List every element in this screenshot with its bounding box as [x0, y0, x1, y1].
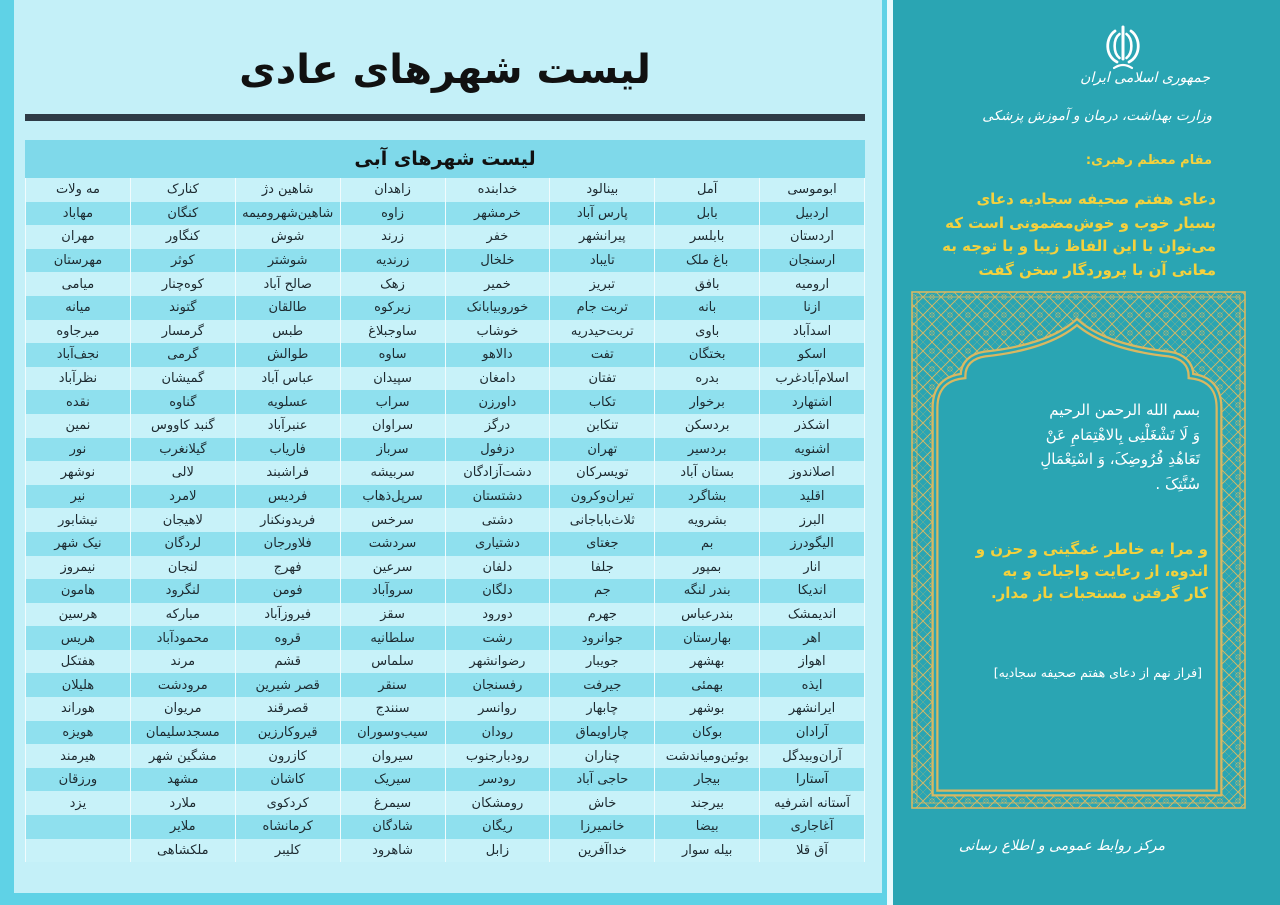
city-cell: خفر	[445, 225, 550, 249]
city-cell: زاوه	[340, 202, 445, 226]
city-cell: جلفا	[550, 556, 655, 580]
table-caption: لیست شهرهای آبی	[25, 140, 865, 178]
city-cell: سنقر	[340, 673, 445, 697]
table-row	[26, 438, 865, 462]
city-cell: زهک	[340, 272, 445, 296]
table-row	[26, 815, 865, 839]
city-cell: بوئین‌ومیاندشت	[655, 744, 760, 768]
city-cell: نیر	[26, 485, 131, 509]
city-cell: تویسرکان	[550, 461, 655, 485]
city-cell: جویبار	[550, 650, 655, 674]
city-cell: سرعین	[340, 556, 445, 580]
city-cell: هویزه	[26, 721, 131, 745]
table-row	[26, 367, 865, 391]
city-cell: سنندج	[340, 697, 445, 721]
city-cell: سیب‌وسوران	[340, 721, 445, 745]
city-cell: فریدونکنار	[235, 508, 340, 532]
city-cell: تنکابن	[550, 414, 655, 438]
city-cell: فیروزآباد	[235, 603, 340, 627]
city-cell: طالقان	[235, 296, 340, 320]
city-cell: لنگرود	[130, 579, 235, 603]
city-cell: لردگان	[130, 532, 235, 556]
city-cell: آق قلا	[760, 839, 865, 863]
city-cell: کازرون	[235, 744, 340, 768]
city-cell: کنگان	[130, 202, 235, 226]
city-cell: خانمیرزا	[550, 815, 655, 839]
table-row	[26, 744, 865, 768]
city-cell: رودسر	[445, 768, 550, 792]
table-row	[26, 178, 865, 202]
city-cell: مبارکه	[130, 603, 235, 627]
city-cell: عباس آباد	[235, 367, 340, 391]
city-cell: گنبد کاووس	[130, 414, 235, 438]
city-cell: قصرقند	[235, 697, 340, 721]
city-cell: بختگان	[655, 343, 760, 367]
ministry-name: وزارت بهداشت، درمان و آموزش پزشکی	[982, 108, 1212, 124]
empty-cell	[26, 815, 131, 839]
city-cell: رضوانشهر	[445, 650, 550, 674]
city-cell: اشنویه	[760, 438, 865, 462]
city-cell: نور	[26, 438, 131, 462]
city-cell: بردسکن	[655, 414, 760, 438]
city-cell: کردکوی	[235, 791, 340, 815]
city-cell: بم	[655, 532, 760, 556]
city-cell: آمل	[655, 178, 760, 202]
leader-quote	[926, 188, 1216, 282]
city-cell: مسجدسلیمان	[130, 721, 235, 745]
city-cell: نوشهر	[26, 461, 131, 485]
city-cell: بیجار	[655, 768, 760, 792]
city-cell: اندیکا	[760, 579, 865, 603]
city-cell: قشم	[235, 650, 340, 674]
city-cell: اشتهارد	[760, 390, 865, 414]
country-name: جمهوری اسلامی ایران	[1080, 70, 1210, 86]
city-cell: لنجان	[130, 556, 235, 580]
city-cell: سراب	[340, 390, 445, 414]
city-cell: باغ ملک	[655, 249, 760, 273]
city-cell: ساوجبلاغ	[340, 320, 445, 344]
city-cell: تبریز	[550, 272, 655, 296]
city-cell: آستارا	[760, 768, 865, 792]
city-cell: قصر شیرین	[235, 673, 340, 697]
city-cell: دالاهو	[445, 343, 550, 367]
city-cell: تهران	[550, 438, 655, 462]
city-cell: مه ولات	[26, 178, 131, 202]
city-cell: بوشهر	[655, 697, 760, 721]
city-cell: کاشان	[235, 768, 340, 792]
city-cell: عنبرآباد	[235, 414, 340, 438]
city-cell: نظرآباد	[26, 367, 131, 391]
city-cell: هفتکل	[26, 650, 131, 674]
quote-line: دعای هفتم صحیفه سجادیه دعای	[976, 190, 1216, 208]
city-cell: سربیشه	[340, 461, 445, 485]
iran-emblem-icon	[1101, 24, 1145, 72]
city-cell: نیمروز	[26, 556, 131, 580]
city-cell: اصلاندوز	[760, 461, 865, 485]
city-cell: ازنا	[760, 296, 865, 320]
city-cell: خداآفرین	[550, 839, 655, 863]
city-cell: میانه	[26, 296, 131, 320]
table-row	[26, 697, 865, 721]
city-cell: سرپل‌ذهاب	[340, 485, 445, 509]
table-row	[26, 839, 865, 863]
city-cell: گرمی	[130, 343, 235, 367]
city-cell: سرباز	[340, 438, 445, 462]
city-cell: هریس	[26, 626, 131, 650]
city-cell: بینالود	[550, 178, 655, 202]
city-cell: دورود	[445, 603, 550, 627]
city-cell: کنگاور	[130, 225, 235, 249]
city-cell: میرجاوه	[26, 320, 131, 344]
city-cell: فردیس	[235, 485, 340, 509]
cities-table-body	[26, 178, 865, 862]
city-cell: جوانرود	[550, 626, 655, 650]
prayer-line: وَ لَا تَشْغَلْنِی بِالاهْتِمَامِ عَنْ	[1045, 425, 1200, 444]
city-cell: مهاباد	[26, 202, 131, 226]
city-cell: نقده	[26, 390, 131, 414]
city-cell: رفسنجان	[445, 673, 550, 697]
city-cell: مرند	[130, 650, 235, 674]
table-row	[26, 343, 865, 367]
city-cell: اسکو	[760, 343, 865, 367]
city-cell: قیروکارزین	[235, 721, 340, 745]
city-cell: ملایر	[130, 815, 235, 839]
table-row	[26, 603, 865, 627]
city-cell: هرسین	[26, 603, 131, 627]
city-cell: ریگان	[445, 815, 550, 839]
city-cell: نیشابور	[26, 508, 131, 532]
prayer-source: [فراز نهم از دعای هفتم صحیفه سجادیه]	[993, 665, 1202, 680]
city-cell: اردستان	[760, 225, 865, 249]
city-cell: بابل	[655, 202, 760, 226]
city-cell: مریوان	[130, 697, 235, 721]
table-row	[26, 721, 865, 745]
city-cell: دلفان	[445, 556, 550, 580]
table-row	[26, 249, 865, 273]
city-cell: بابلسر	[655, 225, 760, 249]
quote-attribution: مقام معظم رهبری:	[1085, 153, 1212, 168]
city-cell: مشهد	[130, 768, 235, 792]
city-cell: بهمئی	[655, 673, 760, 697]
city-cell: مهران	[26, 225, 131, 249]
city-cell: تربت‌حیدریه	[550, 320, 655, 344]
city-cell: آستانه اشرفیه	[760, 791, 865, 815]
city-cell: آغاجاری	[760, 815, 865, 839]
city-cell: ایرانشهر	[760, 697, 865, 721]
city-cell: ملکشاهی	[130, 839, 235, 863]
city-cell: بشاگرد	[655, 485, 760, 509]
table-row	[26, 461, 865, 485]
city-cell: شاهین‌شهرومیمه	[235, 202, 340, 226]
city-cell: گناوه	[130, 390, 235, 414]
city-cell: زابل	[445, 839, 550, 863]
city-cell: گمیشان	[130, 367, 235, 391]
city-cell: بیرجند	[655, 791, 760, 815]
city-cell: بیله سوار	[655, 839, 760, 863]
city-cell: سقز	[340, 603, 445, 627]
city-cell: طبس	[235, 320, 340, 344]
city-cell: رودان	[445, 721, 550, 745]
city-cell: تایباد	[550, 249, 655, 273]
city-cell: سرخس	[340, 508, 445, 532]
city-cell: خوروبیابانک	[445, 296, 550, 320]
table-row	[26, 414, 865, 438]
city-cell: سلطانیه	[340, 626, 445, 650]
translation-line: کار گرفتن مستحبات باز مدار.	[990, 584, 1208, 602]
city-cell: زیرکوه	[340, 296, 445, 320]
city-cell: نیک شهر	[26, 532, 131, 556]
table-row	[26, 791, 865, 815]
city-cell: تفت	[550, 343, 655, 367]
city-cell: کلیبر	[235, 839, 340, 863]
city-cell: رومشکان	[445, 791, 550, 815]
city-cell: ساوه	[340, 343, 445, 367]
city-cell: بانه	[655, 296, 760, 320]
city-cell: چناران	[550, 744, 655, 768]
table-row	[26, 390, 865, 414]
prayer-line: تَعَاهُدِ فُرُوضِکَ، وَ اسْتِعْمَالِ	[1040, 450, 1200, 468]
city-cell: جغتای	[550, 532, 655, 556]
city-cell: دامغان	[445, 367, 550, 391]
city-cell: برخوار	[655, 390, 760, 414]
quote-line: معانی آن با پروردگار سخن گفت	[978, 260, 1216, 279]
table-row	[26, 768, 865, 792]
city-cell: چابهار	[550, 697, 655, 721]
city-cell: بهشهر	[655, 650, 760, 674]
city-cell: چاراویماق	[550, 721, 655, 745]
table-row	[26, 626, 865, 650]
city-cell: فراشبند	[235, 461, 340, 485]
table-row	[26, 225, 865, 249]
city-cell: خوشاب	[445, 320, 550, 344]
city-cell: تیران‌وکرون	[550, 485, 655, 509]
city-cell: فلاورجان	[235, 532, 340, 556]
city-cell: یزد	[26, 791, 131, 815]
city-cell: سیروان	[340, 744, 445, 768]
city-cell: بوکان	[655, 721, 760, 745]
city-cell: بستان آباد	[655, 461, 760, 485]
city-cell: شوشتر	[235, 249, 340, 273]
city-cell: هوراند	[26, 697, 131, 721]
city-cell: ایذه	[760, 673, 865, 697]
city-cell: بافق	[655, 272, 760, 296]
city-cell: قروه	[235, 626, 340, 650]
city-cell: خرمشهر	[445, 202, 550, 226]
city-cell: مرودشت	[130, 673, 235, 697]
city-cell: سیریک	[340, 768, 445, 792]
table-row	[26, 579, 865, 603]
city-cell: اهواز	[760, 650, 865, 674]
table-row	[26, 485, 865, 509]
city-cell: هلیلان	[26, 673, 131, 697]
city-cell: بردسیر	[655, 438, 760, 462]
city-cell: دزفول	[445, 438, 550, 462]
prayer-line: سُنَّتِکَ .	[1155, 474, 1200, 493]
city-cell: کرمانشاه	[235, 815, 340, 839]
city-cell: میامی	[26, 272, 131, 296]
city-cell: فهرج	[235, 556, 340, 580]
city-cell: جیرفت	[550, 673, 655, 697]
city-cell: سردشت	[340, 532, 445, 556]
city-cell: شوش	[235, 225, 340, 249]
city-cell: مشگین شهر	[130, 744, 235, 768]
city-cell: هامون	[26, 579, 131, 603]
city-cell: عسلویه	[235, 390, 340, 414]
city-cell: هیرمند	[26, 744, 131, 768]
city-cell: حاجی آباد	[550, 768, 655, 792]
city-cell: گرمسار	[130, 320, 235, 344]
city-cell: تفتان	[550, 367, 655, 391]
city-cell: بشرویه	[655, 508, 760, 532]
city-cell: زرند	[340, 225, 445, 249]
city-cell: البرز	[760, 508, 865, 532]
city-cell: تربت جام	[550, 296, 655, 320]
city-cell: اهر	[760, 626, 865, 650]
city-cell: دلگان	[445, 579, 550, 603]
city-cell: داورزن	[445, 390, 550, 414]
city-cell: نمین	[26, 414, 131, 438]
table-row	[26, 320, 865, 344]
cities-table-container	[25, 140, 865, 868]
table-row	[26, 532, 865, 556]
city-cell: فاریاب	[235, 438, 340, 462]
city-cell: زرندیه	[340, 249, 445, 273]
empty-cell	[26, 839, 131, 863]
city-cell: لامرد	[130, 485, 235, 509]
city-cell: اشکذر	[760, 414, 865, 438]
city-cell: دشتی	[445, 508, 550, 532]
city-cell: مهرستان	[26, 249, 131, 273]
city-cell: خلخال	[445, 249, 550, 273]
city-cell: خاش	[550, 791, 655, 815]
city-cell: سراوان	[340, 414, 445, 438]
city-cell: پیرانشهر	[550, 225, 655, 249]
city-cell: شاهین دژ	[235, 178, 340, 202]
city-cell: اردبیل	[760, 202, 865, 226]
city-cell: آران‌وبیدگل	[760, 744, 865, 768]
city-cell: کوه‌چنار	[130, 272, 235, 296]
page-title: لیست شهرهای عادی	[239, 47, 651, 93]
footer-credit: مرکز روابط عمومی و اطلاع رسانی	[958, 838, 1165, 854]
city-cell: کوثر	[130, 249, 235, 273]
city-cell: اندیمشک	[760, 603, 865, 627]
city-cell: ارسنجان	[760, 249, 865, 273]
city-cell: خمیر	[445, 272, 550, 296]
city-cell: سلماس	[340, 650, 445, 674]
city-cell: دشت‌آزادگان	[445, 461, 550, 485]
city-cell: پارس آباد	[550, 202, 655, 226]
city-cell: فومن	[235, 579, 340, 603]
city-cell: طوالش	[235, 343, 340, 367]
city-cell: اسدآباد	[760, 320, 865, 344]
city-cell: دشتیاری	[445, 532, 550, 556]
table-row	[26, 556, 865, 580]
city-cell: محمودآباد	[130, 626, 235, 650]
city-cell: درگز	[445, 414, 550, 438]
city-cell: ورزقان	[26, 768, 131, 792]
cities-table	[25, 178, 865, 862]
city-cell: لاهیجان	[130, 508, 235, 532]
translation-line: و مرا به خاطر غمگینی و حزن و	[975, 540, 1208, 558]
city-cell: نجف‌آباد	[26, 343, 131, 367]
quote-line: بسیار خوب و خوش‌مضمونی است که	[945, 213, 1216, 232]
city-cell: ثلاث‌باباجانی	[550, 508, 655, 532]
city-cell: اقلید	[760, 485, 865, 509]
title-divider	[25, 114, 865, 121]
city-cell: بدره	[655, 367, 760, 391]
city-cell: الیگودرز	[760, 532, 865, 556]
city-cell: سپیدان	[340, 367, 445, 391]
city-cell: ملارد	[130, 791, 235, 815]
city-cell: سیمرغ	[340, 791, 445, 815]
table-row	[26, 272, 865, 296]
city-cell: زاهدان	[340, 178, 445, 202]
city-cell: رشت	[445, 626, 550, 650]
city-cell: روانسر	[445, 697, 550, 721]
arabic-prayer	[985, 398, 1200, 496]
city-cell: بندر لنگه	[655, 579, 760, 603]
prayer-translation	[963, 538, 1208, 604]
city-cell: کنارک	[130, 178, 235, 202]
city-cell: بندرعباس	[655, 603, 760, 627]
city-cell: باوی	[655, 320, 760, 344]
city-cell: گیلانغرب	[130, 438, 235, 462]
city-cell: بمپور	[655, 556, 760, 580]
city-cell: صالح آباد	[235, 272, 340, 296]
table-row	[26, 673, 865, 697]
city-cell: سروآباد	[340, 579, 445, 603]
city-cell: جهرم	[550, 603, 655, 627]
city-cell: شادگان	[340, 815, 445, 839]
city-cell: انار	[760, 556, 865, 580]
city-cell: دشتستان	[445, 485, 550, 509]
city-cell: خدابنده	[445, 178, 550, 202]
city-cell: لالی	[130, 461, 235, 485]
table-row	[26, 650, 865, 674]
table-row	[26, 202, 865, 226]
quote-line: می‌توان با این الفاظ زیبا و با توجه به	[942, 237, 1216, 255]
city-cell: تکاب	[550, 390, 655, 414]
city-cell: ارومیه	[760, 272, 865, 296]
city-cell: رودبارجنوب	[445, 744, 550, 768]
city-cell: آرادان	[760, 721, 865, 745]
table-row	[26, 296, 865, 320]
city-cell: شاهرود	[340, 839, 445, 863]
city-cell: ابوموسی	[760, 178, 865, 202]
city-cell: گتوند	[130, 296, 235, 320]
basmala: بسم الله الرحمن الرحیم	[1049, 401, 1200, 419]
translation-line: اندوه، از رعایت واجبات و به	[1002, 562, 1208, 580]
city-cell: بهارستان	[655, 626, 760, 650]
table-row	[26, 508, 865, 532]
city-cell: جم	[550, 579, 655, 603]
city-cell: بیضا	[655, 815, 760, 839]
city-cell: اسلام‌آبادغرب	[760, 367, 865, 391]
